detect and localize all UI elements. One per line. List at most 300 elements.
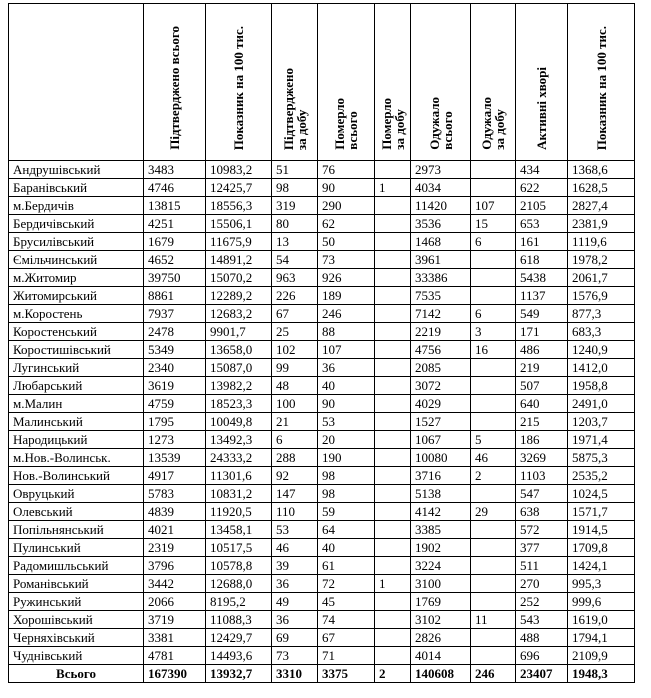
cell-died-total: 72: [318, 575, 375, 593]
cell-died-total: 67: [318, 629, 375, 647]
cell-recovered-total: 3716: [411, 467, 471, 485]
cell-active-cases: 1137: [516, 287, 568, 305]
cell-district-name: Пулинський: [9, 539, 144, 557]
cell-confirmed-total: 4759: [144, 395, 206, 413]
table-row: [9, 323, 635, 341]
cell-district-name: м.Бердичів: [9, 197, 144, 215]
cell-recovered-total: 3072: [411, 377, 471, 395]
cell-confirmed-total: 3796: [144, 557, 206, 575]
cell-died-daily: [375, 341, 411, 359]
table-row: [9, 485, 635, 503]
cell-died-daily: [375, 287, 411, 305]
cell-confirmed-total: 7937: [144, 305, 206, 323]
total-row: [9, 665, 635, 683]
total-label: Всього: [9, 665, 144, 683]
cell-district-name: Андрушівський: [9, 161, 144, 179]
cell-confirmed-daily: 53: [272, 521, 318, 539]
cell-confirmed-daily: 36: [272, 575, 318, 593]
cell-active-rate: 1978,2: [568, 251, 635, 269]
table-row: [9, 161, 635, 179]
cell-confirmed-daily: 98: [272, 179, 318, 197]
header-active-cases: Активні хворі: [516, 4, 568, 161]
cell-active-cases: 507: [516, 377, 568, 395]
cell-active-cases: 543: [516, 611, 568, 629]
cell-rate-per-100k: 12429,7: [206, 629, 272, 647]
total-died: 3375: [318, 665, 375, 683]
total-rate: 13932,7: [206, 665, 272, 683]
cell-active-rate: 2381,9: [568, 215, 635, 233]
cell-died-daily: [375, 467, 411, 485]
cell-died-total: 50: [318, 233, 375, 251]
cell-active-rate: 1958,8: [568, 377, 635, 395]
cell-active-rate: 5875,3: [568, 449, 635, 467]
cell-died-total: 246: [318, 305, 375, 323]
cell-active-rate: 877,3: [568, 305, 635, 323]
cell-died-total: 64: [318, 521, 375, 539]
cell-confirmed-daily: 110: [272, 503, 318, 521]
cell-recovered-total: 3100: [411, 575, 471, 593]
cell-confirmed-total: 3381: [144, 629, 206, 647]
cell-active-cases: 696: [516, 647, 568, 665]
cell-confirmed-total: 2066: [144, 593, 206, 611]
header-died-total: Померло всього: [318, 4, 375, 161]
cell-recovered-daily: 6: [471, 233, 516, 251]
cell-died-daily: [375, 395, 411, 413]
cell-died-daily: [375, 233, 411, 251]
cell-active-rate: 1794,1: [568, 629, 635, 647]
cell-confirmed-total: 1795: [144, 413, 206, 431]
total-confirmed-daily: 3310: [272, 665, 318, 683]
cell-confirmed-daily: 21: [272, 413, 318, 431]
cell-district-name: Коростишівський: [9, 341, 144, 359]
cell-rate-per-100k: 11088,3: [206, 611, 272, 629]
cell-active-rate: 1368,6: [568, 161, 635, 179]
cell-recovered-daily: 6: [471, 305, 516, 323]
cell-confirmed-total: 5783: [144, 485, 206, 503]
cell-died-total: 74: [318, 611, 375, 629]
total-recovered-daily: 246: [471, 665, 516, 683]
cell-confirmed-total: 4746: [144, 179, 206, 197]
cell-recovered-total: 3536: [411, 215, 471, 233]
cell-died-daily: [375, 593, 411, 611]
cell-confirmed-daily: 92: [272, 467, 318, 485]
table-row: [9, 449, 635, 467]
cell-active-cases: 486: [516, 341, 568, 359]
cell-recovered-total: 5138: [411, 485, 471, 503]
cell-confirmed-daily: 288: [272, 449, 318, 467]
cell-rate-per-100k: 15087,0: [206, 359, 272, 377]
cell-confirmed-daily: 54: [272, 251, 318, 269]
cell-active-cases: 511: [516, 557, 568, 575]
cell-rate-per-100k: 13458,1: [206, 521, 272, 539]
cell-died-total: 98: [318, 467, 375, 485]
cell-confirmed-daily: 100: [272, 395, 318, 413]
cell-died-daily: [375, 197, 411, 215]
cell-recovered-total: 2085: [411, 359, 471, 377]
cell-district-name: Малинський: [9, 413, 144, 431]
cell-confirmed-daily: 73: [272, 647, 318, 665]
cell-confirmed-total: 3619: [144, 377, 206, 395]
cell-confirmed-daily: 319: [272, 197, 318, 215]
cell-active-cases: 488: [516, 629, 568, 647]
cell-died-total: 98: [318, 485, 375, 503]
cell-recovered-daily: 16: [471, 341, 516, 359]
cell-recovered-daily: [471, 557, 516, 575]
cell-active-rate: 2491,0: [568, 395, 635, 413]
table-row: [9, 467, 635, 485]
cell-district-name: Радомишльський: [9, 557, 144, 575]
table-row: [9, 413, 635, 431]
cell-confirmed-daily: 102: [272, 341, 318, 359]
cell-recovered-daily: [471, 413, 516, 431]
cell-recovered-total: 1527: [411, 413, 471, 431]
cell-confirmed-daily: 49: [272, 593, 318, 611]
cell-rate-per-100k: 13982,2: [206, 377, 272, 395]
cell-recovered-total: 4034: [411, 179, 471, 197]
cell-active-cases: 622: [516, 179, 568, 197]
cell-rate-per-100k: 15506,1: [206, 215, 272, 233]
cell-active-cases: 638: [516, 503, 568, 521]
cell-recovered-daily: [471, 521, 516, 539]
cell-confirmed-total: 1273: [144, 431, 206, 449]
cell-district-name: Попільнянський: [9, 521, 144, 539]
cell-confirmed-daily: 69: [272, 629, 318, 647]
cell-died-daily: [375, 449, 411, 467]
table-row: [9, 521, 635, 539]
cell-district-name: Чуднівський: [9, 647, 144, 665]
cell-active-rate: 995,3: [568, 575, 635, 593]
cell-died-daily: [375, 485, 411, 503]
table-row: [9, 305, 635, 323]
cell-recovered-daily: [471, 629, 516, 647]
cell-district-name: Ружинський: [9, 593, 144, 611]
cell-recovered-total: 1468: [411, 233, 471, 251]
cell-confirmed-daily: 39: [272, 557, 318, 575]
total-active-rate: 1948,3: [568, 665, 635, 683]
cell-district-name: Нов.-Волинський: [9, 467, 144, 485]
cell-district-name: Черняхівський: [9, 629, 144, 647]
cell-died-daily: [375, 539, 411, 557]
table-row: [9, 341, 635, 359]
cell-died-daily: [375, 305, 411, 323]
cell-district-name: м.Коростень: [9, 305, 144, 323]
cell-active-cases: 2105: [516, 197, 568, 215]
cell-died-total: 90: [318, 395, 375, 413]
cell-rate-per-100k: 12683,2: [206, 305, 272, 323]
cell-rate-per-100k: 9901,7: [206, 323, 272, 341]
cell-confirmed-total: 4021: [144, 521, 206, 539]
cell-active-cases: 3269: [516, 449, 568, 467]
cell-active-cases: 653: [516, 215, 568, 233]
cell-recovered-daily: [471, 179, 516, 197]
cell-died-total: 53: [318, 413, 375, 431]
cell-confirmed-total: 4917: [144, 467, 206, 485]
cell-district-name: м.Нов.-Волинськ.: [9, 449, 144, 467]
cell-active-cases: 549: [516, 305, 568, 323]
cell-recovered-total: 4756: [411, 341, 471, 359]
header-recovered-total: Одужало всього: [411, 4, 471, 161]
table-row: [9, 395, 635, 413]
cell-recovered-daily: 3: [471, 323, 516, 341]
cell-died-total: 40: [318, 539, 375, 557]
cell-recovered-total: 2219: [411, 323, 471, 341]
cell-died-daily: [375, 557, 411, 575]
cell-active-cases: 161: [516, 233, 568, 251]
total-recovered: 140608: [411, 665, 471, 683]
cell-active-cases: 434: [516, 161, 568, 179]
table-row: [9, 539, 635, 557]
cell-active-rate: 1424,1: [568, 557, 635, 575]
cell-recovered-total: 7142: [411, 305, 471, 323]
cell-active-rate: 1024,5: [568, 485, 635, 503]
cell-active-cases: 618: [516, 251, 568, 269]
cell-rate-per-100k: 18556,3: [206, 197, 272, 215]
cell-died-total: 926: [318, 269, 375, 287]
table-row: [9, 287, 635, 305]
cell-confirmed-daily: 36: [272, 611, 318, 629]
cell-recovered-total: 3224: [411, 557, 471, 575]
cell-confirmed-total: 4652: [144, 251, 206, 269]
cell-recovered-total: 1067: [411, 431, 471, 449]
cell-recovered-total: 33386: [411, 269, 471, 287]
cell-active-rate: 2061,7: [568, 269, 635, 287]
cell-active-cases: 219: [516, 359, 568, 377]
cell-recovered-total: 4142: [411, 503, 471, 521]
cell-active-cases: 171: [516, 323, 568, 341]
cell-active-cases: 5438: [516, 269, 568, 287]
cell-active-rate: 1914,5: [568, 521, 635, 539]
cell-district-name: Любарський: [9, 377, 144, 395]
cell-rate-per-100k: 24333,2: [206, 449, 272, 467]
cell-died-total: 88: [318, 323, 375, 341]
cell-recovered-daily: [471, 377, 516, 395]
cell-confirmed-total: 3719: [144, 611, 206, 629]
cell-recovered-daily: [471, 269, 516, 287]
cell-died-total: 45: [318, 593, 375, 611]
total-confirmed: 167390: [144, 665, 206, 683]
cell-rate-per-100k: 13492,3: [206, 431, 272, 449]
header-active-rate-per-100k: Показник на 100 тис.: [568, 4, 635, 161]
cell-district-name: Ємільчинський: [9, 251, 144, 269]
cell-died-daily: 1: [375, 179, 411, 197]
cell-recovered-daily: 29: [471, 503, 516, 521]
cell-active-rate: 1709,8: [568, 539, 635, 557]
cell-confirmed-daily: 963: [272, 269, 318, 287]
cell-recovered-daily: 107: [471, 197, 516, 215]
cell-died-total: 36: [318, 359, 375, 377]
cell-active-cases: 1103: [516, 467, 568, 485]
cell-active-cases: 640: [516, 395, 568, 413]
cell-rate-per-100k: 11920,5: [206, 503, 272, 521]
cell-rate-per-100k: 8195,2: [206, 593, 272, 611]
cell-confirmed-total: 4781: [144, 647, 206, 665]
cell-district-name: Овруцький: [9, 485, 144, 503]
cell-rate-per-100k: 18523,3: [206, 395, 272, 413]
cell-died-daily: [375, 215, 411, 233]
cell-recovered-total: 7535: [411, 287, 471, 305]
cell-rate-per-100k: 11301,6: [206, 467, 272, 485]
cell-active-cases: 377: [516, 539, 568, 557]
cell-rate-per-100k: 10578,8: [206, 557, 272, 575]
cell-active-cases: 252: [516, 593, 568, 611]
cell-died-total: 62: [318, 215, 375, 233]
cell-confirmed-total: 3442: [144, 575, 206, 593]
cell-active-cases: 215: [516, 413, 568, 431]
table-row: [9, 611, 635, 629]
cell-recovered-daily: 11: [471, 611, 516, 629]
cell-active-rate: 2535,2: [568, 467, 635, 485]
table-row: [9, 197, 635, 215]
cell-died-total: 61: [318, 557, 375, 575]
cell-rate-per-100k: 12289,2: [206, 287, 272, 305]
cell-recovered-daily: [471, 647, 516, 665]
cell-recovered-daily: [471, 539, 516, 557]
cell-recovered-daily: 2: [471, 467, 516, 485]
cell-district-name: м.Малин: [9, 395, 144, 413]
cell-recovered-daily: [471, 161, 516, 179]
cell-died-daily: [375, 611, 411, 629]
cell-died-total: 190: [318, 449, 375, 467]
cell-recovered-daily: [471, 485, 516, 503]
cell-died-daily: [375, 161, 411, 179]
cell-recovered-total: 3385: [411, 521, 471, 539]
cell-district-name: Коростенський: [9, 323, 144, 341]
cell-recovered-total: 4029: [411, 395, 471, 413]
cell-died-daily: [375, 521, 411, 539]
cell-died-total: 40: [318, 377, 375, 395]
cell-district-name: Олевський: [9, 503, 144, 521]
cell-died-daily: [375, 647, 411, 665]
header-rate-per-100k: Показник на 100 тис.: [206, 4, 272, 161]
cell-rate-per-100k: 10983,2: [206, 161, 272, 179]
cell-died-daily: 1: [375, 575, 411, 593]
cell-confirmed-total: 2319: [144, 539, 206, 557]
cell-recovered-daily: [471, 359, 516, 377]
cell-recovered-daily: 5: [471, 431, 516, 449]
table-row: [9, 593, 635, 611]
cell-active-rate: 1203,7: [568, 413, 635, 431]
header-confirmed-daily: Підтверджено за добу: [272, 4, 318, 161]
cell-confirmed-daily: 67: [272, 305, 318, 323]
cell-died-daily: [375, 629, 411, 647]
cell-died-daily: [375, 377, 411, 395]
cell-active-rate: 2109,9: [568, 647, 635, 665]
header-died-daily: Померло за добу: [375, 4, 411, 161]
table-row: [9, 629, 635, 647]
table-row: [9, 269, 635, 287]
cell-rate-per-100k: 11675,9: [206, 233, 272, 251]
cell-active-rate: 1628,5: [568, 179, 635, 197]
cell-recovered-daily: [471, 395, 516, 413]
table-row: [9, 179, 635, 197]
cell-died-daily: [375, 251, 411, 269]
table-row: [9, 215, 635, 233]
cell-recovered-total: 10080: [411, 449, 471, 467]
header-district: [9, 4, 144, 161]
cell-recovered-daily: [471, 251, 516, 269]
cell-died-total: 59: [318, 503, 375, 521]
cell-died-total: 189: [318, 287, 375, 305]
cell-district-name: Брусилівський: [9, 233, 144, 251]
cell-recovered-total: 3961: [411, 251, 471, 269]
cell-recovered-total: 2826: [411, 629, 471, 647]
cell-confirmed-daily: 13: [272, 233, 318, 251]
cell-district-name: Хорошівський: [9, 611, 144, 629]
cell-died-total: 73: [318, 251, 375, 269]
cell-rate-per-100k: 10049,8: [206, 413, 272, 431]
cell-district-name: Бердичівський: [9, 215, 144, 233]
table-row: [9, 359, 635, 377]
cell-died-daily: [375, 269, 411, 287]
header-confirmed-total: Підтверджено всього: [144, 4, 206, 161]
table-row: [9, 503, 635, 521]
cell-district-name: Лугинський: [9, 359, 144, 377]
cell-active-cases: 572: [516, 521, 568, 539]
table-row: [9, 377, 635, 395]
cell-active-cases: 270: [516, 575, 568, 593]
cell-died-total: 71: [318, 647, 375, 665]
cell-rate-per-100k: 10517,5: [206, 539, 272, 557]
cell-confirmed-total: 13539: [144, 449, 206, 467]
table-row: [9, 251, 635, 269]
cell-active-rate: 1571,7: [568, 503, 635, 521]
cell-confirmed-total: 3483: [144, 161, 206, 179]
cell-died-daily: [375, 323, 411, 341]
cell-active-cases: 547: [516, 485, 568, 503]
cell-confirmed-daily: 226: [272, 287, 318, 305]
cell-confirmed-total: 1679: [144, 233, 206, 251]
cell-recovered-total: 1769: [411, 593, 471, 611]
cell-recovered-total: 2973: [411, 161, 471, 179]
cell-recovered-daily: [471, 593, 516, 611]
cell-died-daily: [375, 431, 411, 449]
header-row: [9, 4, 635, 161]
cell-confirmed-total: 2478: [144, 323, 206, 341]
cell-rate-per-100k: 14891,2: [206, 251, 272, 269]
cell-confirmed-daily: 25: [272, 323, 318, 341]
table-row: [9, 557, 635, 575]
cell-rate-per-100k: 12425,7: [206, 179, 272, 197]
header-recovered-daily: Одужало за добу: [471, 4, 516, 161]
table-row: [9, 575, 635, 593]
cell-confirmed-daily: 46: [272, 539, 318, 557]
cell-recovered-total: 4014: [411, 647, 471, 665]
cell-recovered-daily: 46: [471, 449, 516, 467]
cell-confirmed-daily: 147: [272, 485, 318, 503]
cell-died-total: 76: [318, 161, 375, 179]
cell-confirmed-total: 4251: [144, 215, 206, 233]
cell-confirmed-total: 13815: [144, 197, 206, 215]
cell-recovered-daily: [471, 575, 516, 593]
cell-active-rate: 1240,9: [568, 341, 635, 359]
cell-active-rate: 1412,0: [568, 359, 635, 377]
cell-district-name: м.Житомир: [9, 269, 144, 287]
cell-active-rate: 683,3: [568, 323, 635, 341]
cell-died-total: 20: [318, 431, 375, 449]
cell-died-daily: [375, 359, 411, 377]
cell-active-rate: 999,6: [568, 593, 635, 611]
table-row: [9, 431, 635, 449]
cell-district-name: Житомирський: [9, 287, 144, 305]
cell-rate-per-100k: 10831,2: [206, 485, 272, 503]
cell-died-total: 90: [318, 179, 375, 197]
cell-died-total: 107: [318, 341, 375, 359]
total-active: 23407: [516, 665, 568, 683]
cell-district-name: Баранівський: [9, 179, 144, 197]
cell-confirmed-daily: 99: [272, 359, 318, 377]
cell-district-name: Романівський: [9, 575, 144, 593]
cell-confirmed-total: 39750: [144, 269, 206, 287]
